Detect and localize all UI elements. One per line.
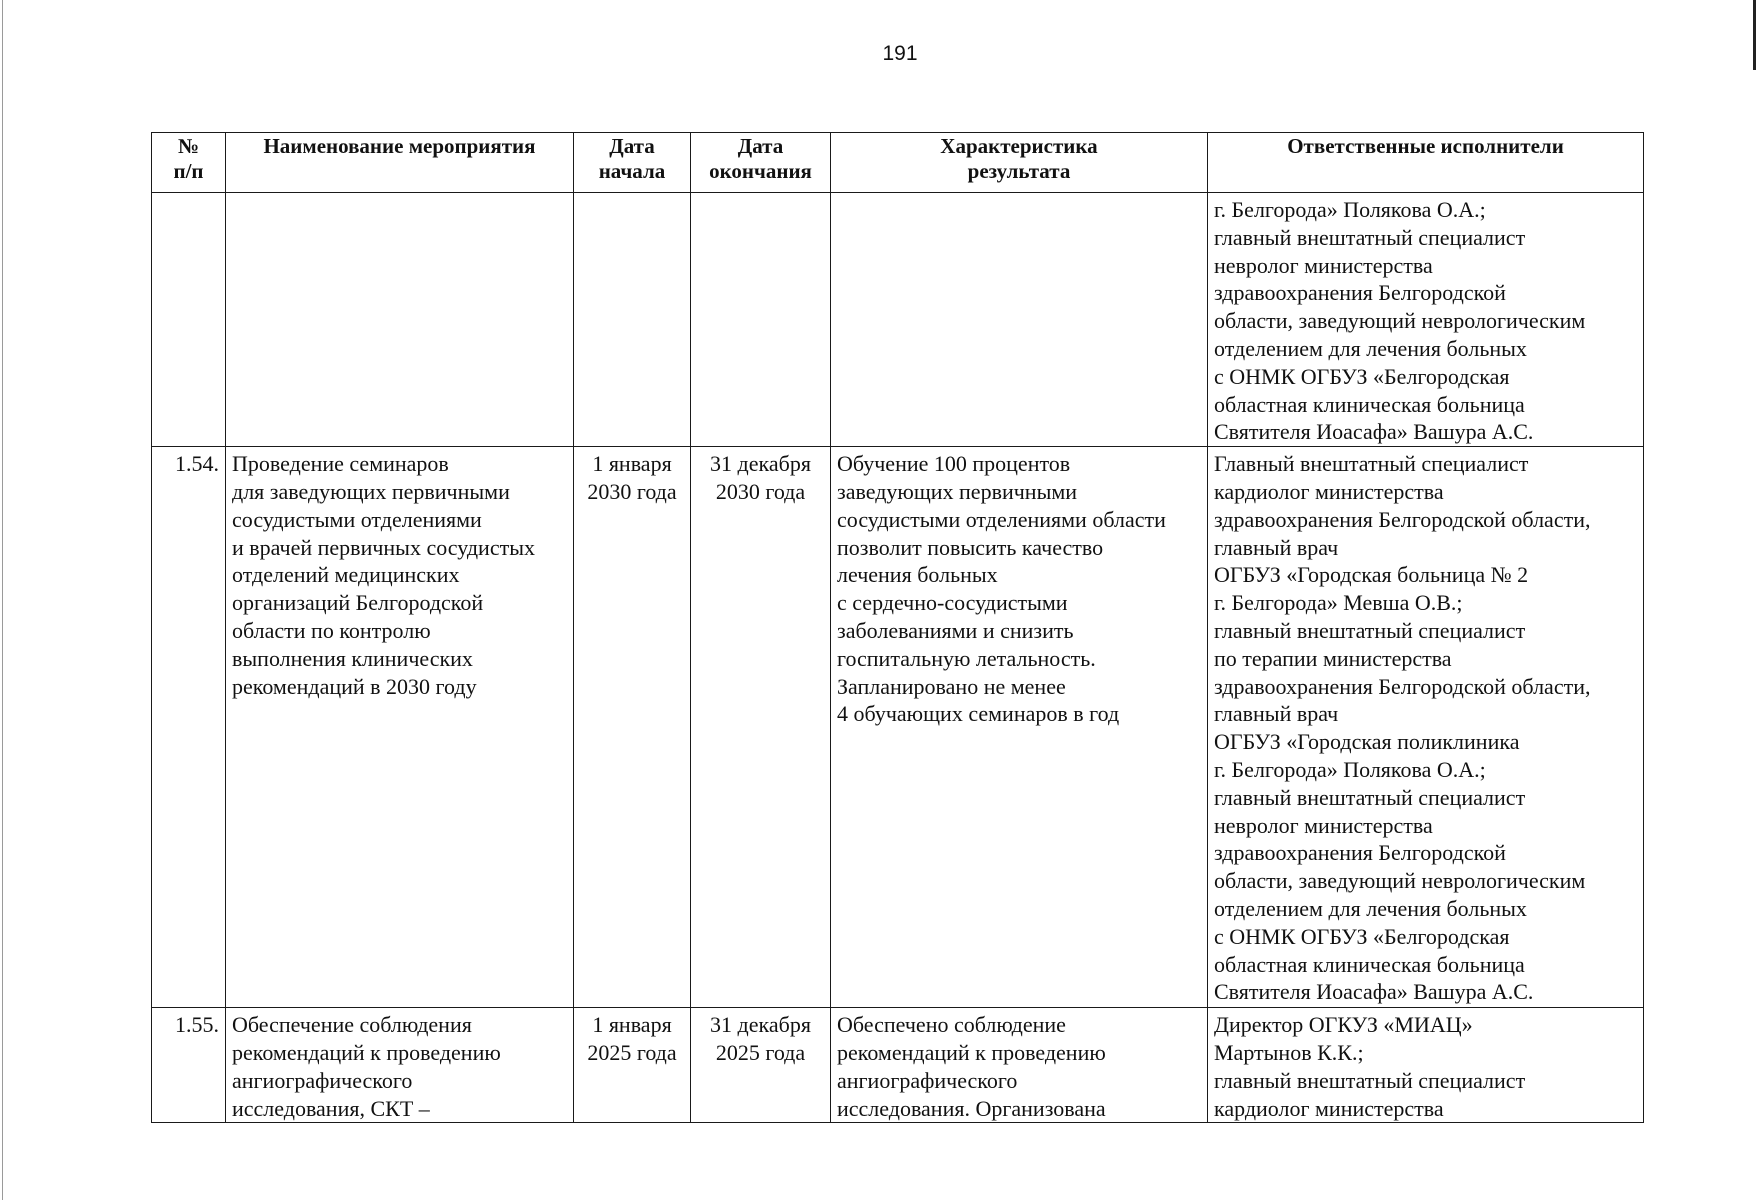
text-line: госпитальную летальность. [837, 645, 1096, 671]
cell-start-date [574, 1008, 691, 1123]
header-responsible [1208, 133, 1644, 193]
cell-num [152, 193, 226, 447]
text-line: кардиолог министерства [1214, 478, 1444, 504]
text-line: Дата [737, 134, 784, 158]
text-line: здравоохранения Белгородской [1214, 840, 1506, 866]
header-end-date [691, 133, 831, 193]
cell-start-date [574, 447, 691, 1008]
text-line: Обеспечение соблюдения [232, 1012, 472, 1038]
header-start-date [574, 133, 691, 193]
text-line: по терапии министерства [1214, 645, 1452, 671]
text-line: ангиографического [837, 1067, 1018, 1093]
cell-responsible [1208, 1008, 1644, 1123]
text-line: с ОНМК ОГБУЗ «Белгородская [1214, 363, 1510, 389]
text-line: области по контролю [232, 617, 431, 643]
text-line: начала [598, 159, 666, 183]
cell-name [226, 1008, 574, 1123]
text-line: здравоохранения Белгородской области, [1214, 673, 1591, 699]
text-line: Святителя Иоасафа» Вашура А.С. [1214, 979, 1534, 1005]
text-line: исследования. Организована [837, 1095, 1106, 1121]
text-line: г. Белгорода» Полякова О.А.; [1214, 197, 1486, 222]
text-line: 2030 года [715, 478, 806, 504]
cell-result [831, 447, 1208, 1008]
text-line: 2025 года [587, 1039, 677, 1065]
text-line: 4 обучающих семинаров в год [837, 701, 1120, 727]
text-line: Характеристика [940, 134, 1098, 158]
text-line: главный внештатный специалист [1214, 617, 1526, 643]
text-line: п/п [173, 159, 204, 183]
text-line: невролог министерства [1214, 812, 1433, 838]
text-line: окончания [709, 159, 812, 183]
activities-table [151, 132, 1644, 1123]
text-line: главный врач [1214, 701, 1339, 727]
text-line: рекомендаций к проведению [837, 1039, 1106, 1065]
text-line: главный врач [1214, 534, 1339, 560]
text-line: 2030 года [587, 478, 677, 504]
text-line: Директор ОГКУЗ «МИАЦ» [1214, 1012, 1473, 1038]
page-edge-rule [2, 0, 3, 1200]
text-line: областная клиническая больница [1214, 951, 1525, 977]
header-result [831, 133, 1208, 193]
text-line: 2025 года [715, 1039, 806, 1065]
cell-end-date [691, 193, 831, 447]
text-line: и врачей первичных сосудистых [232, 534, 535, 560]
text-line: 1 января [592, 451, 672, 477]
text-line: исследования, СКТ – [232, 1095, 430, 1121]
text-line: ОГБУЗ «Городская поликлиника [1214, 729, 1520, 755]
text-line: позволит повысить качество [837, 534, 1104, 560]
page-number: 191 [882, 42, 918, 65]
text-line: лечения больных [837, 562, 998, 588]
text-line: организаций Белгородской [232, 590, 484, 616]
text-line: г. Белгорода» Мевша О.В.; [1214, 590, 1463, 616]
cell-end-date [691, 447, 831, 1008]
text-line: области, заведующий неврологическим [1214, 308, 1586, 334]
cell-responsible [1208, 193, 1644, 447]
text-line: с сердечно-сосудистыми [837, 590, 1068, 616]
table-row [152, 193, 1644, 447]
text-line: Проведение семинаров [232, 451, 449, 477]
text-line: заболеваниями и снизить [837, 617, 1074, 643]
text-line: невролог министерства [1214, 252, 1433, 278]
cell-end-date [691, 1008, 831, 1123]
table-row [152, 1008, 1644, 1123]
text-line: кардиолог министерства [1214, 1095, 1444, 1121]
text-line: Запланировано не менее [837, 673, 1066, 699]
table-row [152, 447, 1644, 1008]
cell-name [226, 193, 574, 447]
text-line: сосудистыми отделениями области [837, 506, 1166, 532]
text-line: ОГБУЗ «Городская больница № 2 [1214, 562, 1529, 588]
cell-start-date [574, 193, 691, 447]
header-row [152, 133, 1644, 193]
text-line: Ответственные исполнители [1287, 134, 1564, 158]
text-line: 31 декабря [710, 1012, 811, 1038]
cell-result [831, 193, 1208, 447]
text-line: № [177, 134, 200, 158]
text-line: заведующих первичными [837, 478, 1078, 504]
text-line: рекомендаций в 2030 году [232, 673, 477, 699]
text-line: Наименование мероприятия [263, 134, 536, 158]
text-line: Дата [609, 134, 655, 158]
text-line: здравоохранения Белгородской [1214, 280, 1506, 306]
text-line: главный внештатный специалист [1214, 224, 1526, 250]
text-line: 31 декабря [710, 451, 811, 477]
cell-name [226, 447, 574, 1008]
text-line: Святителя Иоасафа» Вашура А.С. [1214, 419, 1534, 445]
cell-num: 1.54. [152, 447, 226, 1008]
text-line: выполнения клинических [232, 645, 473, 671]
text-line: отделений медицинских [232, 562, 460, 588]
text-line: отделением для лечения больных [1214, 335, 1527, 361]
text-line: результата [967, 159, 1071, 183]
text-line: областная клиническая больница [1214, 391, 1525, 417]
text-line: для заведующих первичными [232, 478, 510, 504]
cell-num: 1.55. [152, 1008, 226, 1123]
text-line: Мартынов К.К.; [1214, 1039, 1364, 1065]
text-line: с ОНМК ОГБУЗ «Белгородская [1214, 923, 1510, 949]
header-num [152, 133, 226, 193]
text-line: ангиографического [232, 1067, 413, 1093]
cell-result [831, 1008, 1208, 1123]
text-line: Обучение 100 процентов [837, 451, 1071, 477]
text-line: главный внештатный специалист [1214, 784, 1526, 810]
text-line: Обеспечено соблюдение [837, 1012, 1066, 1038]
header-name [226, 133, 574, 193]
text-line: г. Белгорода» Полякова О.А.; [1214, 756, 1486, 782]
text-line: главный внештатный специалист [1214, 1067, 1526, 1093]
text-line: 1 января [592, 1012, 672, 1038]
text-line: сосудистыми отделениями [232, 506, 482, 532]
text-line: Главный внештатный специалист [1214, 451, 1529, 477]
text-line: отделением для лечения больных [1214, 895, 1527, 921]
text-line: рекомендаций к проведению [232, 1039, 501, 1065]
text-line: здравоохранения Белгородской области, [1214, 506, 1591, 532]
cell-responsible [1208, 447, 1644, 1008]
text-line: области, заведующий неврологическим [1214, 868, 1586, 894]
